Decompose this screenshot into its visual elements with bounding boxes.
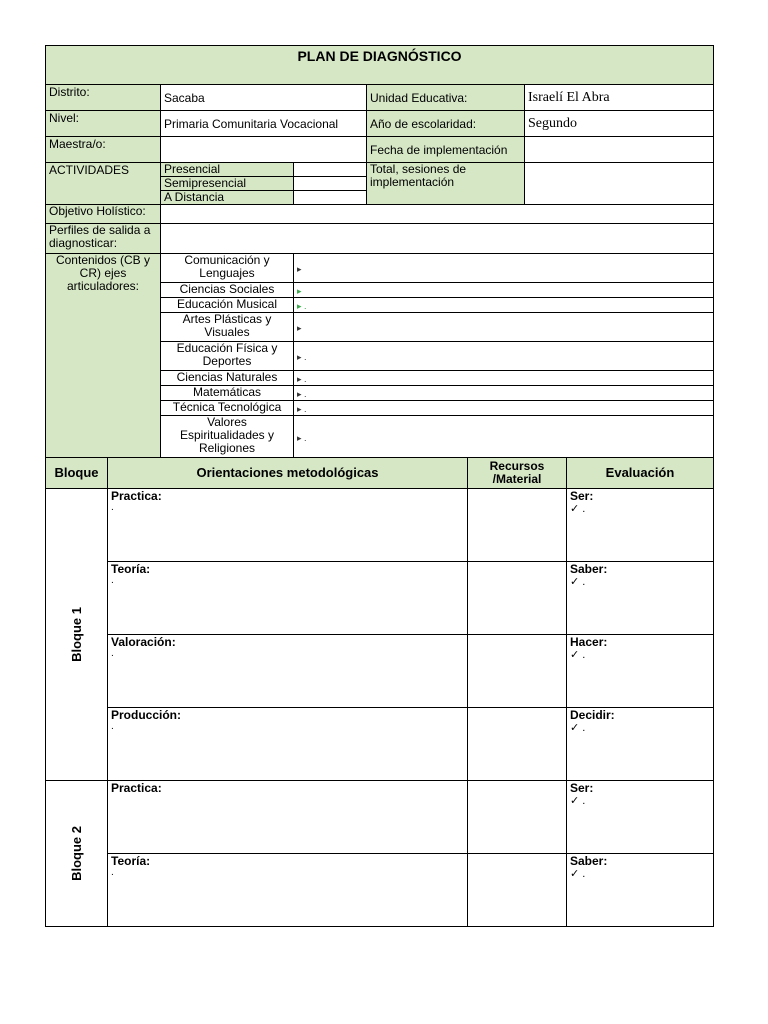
check-icon: ✓ .: [570, 502, 586, 515]
orientacion-cell: [108, 853, 468, 926]
area-mark-icon: ▸ .: [297, 432, 307, 443]
orientaciones-header: Orientaciones metodológicas: [108, 458, 468, 488]
area-name: Educación Musical: [161, 298, 294, 313]
maestra-value: [161, 137, 367, 163]
check-icon: ✓ .: [570, 867, 586, 880]
orientacion-cell: [108, 634, 468, 707]
modalidad-distancia-value: [294, 191, 367, 205]
area-mark-icon: ▸: [297, 323, 302, 333]
nivel-label: Nivel:: [46, 111, 161, 137]
orientacion-label: Practica:: [111, 780, 162, 795]
document-title: PLAN DE DIAGNÓSTICO: [46, 46, 714, 85]
contenidos-label: Contenidos (CB y CR) ejes articuladores:: [46, 254, 161, 458]
evaluacion-header: Evaluación: [567, 458, 714, 488]
orientacion-cell: [108, 488, 468, 561]
evaluacion-cell: [567, 707, 714, 780]
orientacion-label: Teoría:: [111, 561, 151, 576]
area-mark-icon: ▸: [297, 286, 302, 296]
placeholder-dot: .: [111, 501, 114, 513]
orientacion-label: Practica:: [111, 488, 162, 503]
orientacion-cell: [108, 780, 468, 853]
orientacion-cell: [108, 561, 468, 634]
objetivo-value: [161, 205, 714, 224]
modalidad-semipresencial: Semipresencial: [161, 177, 294, 191]
placeholder-dot: .: [111, 574, 114, 586]
recursos-cell: [468, 634, 567, 707]
info-table: [45, 45, 714, 458]
area-name: Ciencias Sociales: [161, 283, 294, 298]
placeholder-dot: .: [111, 647, 114, 659]
area-mark-icon: ▸ .: [297, 352, 307, 362]
evaluacion-cell: [567, 488, 714, 561]
orientacion-cell: [108, 707, 468, 780]
recursos-header: Recursos /Material: [468, 458, 567, 488]
orientacion-label: Valoración:: [111, 634, 176, 649]
recursos-cell: [468, 561, 567, 634]
area-name: Educación Física y Deportes: [161, 342, 294, 371]
maestra-label: Maestra/o:: [46, 137, 161, 163]
area-mark-icon: ▸ .: [297, 389, 307, 399]
evaluacion-label: Hacer:: [570, 634, 608, 649]
area-mark-icon: ▸ .: [297, 301, 307, 311]
unidad-label: Unidad Educativa:: [367, 85, 525, 111]
area-name: Artes Plásticas y Visuales: [161, 313, 294, 342]
evaluacion-cell: [567, 853, 714, 926]
fecha-label: Fecha de implementación: [367, 137, 525, 163]
document-page: [45, 45, 713, 927]
evaluacion-label: Saber:: [570, 561, 608, 576]
bloque-header: Bloque: [46, 458, 108, 488]
orientacion-label: Teoría:: [111, 853, 151, 868]
placeholder-dot: .: [111, 866, 114, 878]
total-sesiones-value: [525, 163, 714, 205]
placeholder-dot: .: [111, 720, 114, 732]
modalidad-presencial: Presencial: [161, 163, 294, 177]
bloque-label: Bloque 2: [69, 825, 84, 881]
fecha-value: [525, 137, 714, 163]
area-name: Ciencias Naturales: [161, 371, 294, 386]
area-name: Técnica Tecnológica: [161, 401, 294, 416]
anio-label: Año de escolaridad:: [367, 111, 525, 137]
recursos-cell: [468, 488, 567, 561]
recursos-cell: [468, 853, 567, 926]
evaluacion-cell: [567, 780, 714, 853]
area-name: Valores Espiritualidades y Religiones: [161, 416, 294, 458]
bloque-2-cell: [46, 780, 108, 926]
check-icon: ✓ .: [570, 721, 586, 734]
nivel-value: Primaria Comunitaria Vocacional: [161, 111, 367, 137]
area-mark-icon: ▸ .: [297, 404, 307, 414]
actividades-label: ACTIVIDADES: [46, 163, 161, 205]
unidad-value: Israelí El Abra: [525, 85, 714, 111]
evaluacion-label: Ser:: [570, 488, 594, 503]
check-icon: ✓ .: [570, 575, 586, 588]
recursos-cell: [468, 780, 567, 853]
modalidad-presencial-value: [294, 163, 367, 177]
recursos-cell: [468, 707, 567, 780]
anio-value: Segundo: [525, 111, 714, 137]
plan-table: [45, 458, 714, 927]
total-sesiones-label: Total, sesiones de implementación: [367, 163, 525, 205]
area-mark-icon: ▸ .: [297, 374, 307, 384]
evaluacion-cell: [567, 634, 714, 707]
distrito-label: Distrito:: [46, 85, 161, 111]
perfiles-value: [161, 224, 714, 254]
distrito-value: Sacaba: [161, 85, 367, 111]
bloque-label: Bloque 1: [69, 606, 84, 662]
evaluacion-label: Ser:: [570, 780, 594, 795]
perfiles-label: Perfiles de salida a diagnosticar:: [46, 224, 161, 254]
evaluacion-cell: [567, 561, 714, 634]
evaluacion-label: Decidir:: [570, 707, 615, 722]
modalidad-semipresencial-value: [294, 177, 367, 191]
objetivo-label: Objetivo Holístico:: [46, 205, 161, 224]
orientacion-label: Producción:: [111, 707, 182, 722]
evaluacion-label: Saber:: [570, 853, 608, 868]
check-icon: ✓ .: [570, 794, 586, 807]
bloque-1-cell: [46, 488, 108, 780]
area-mark-icon: ▸: [297, 264, 302, 274]
area-name: Comunicación y Lenguajes: [161, 254, 294, 283]
check-icon: ✓ .: [570, 648, 586, 661]
area-name: Matemáticas: [161, 386, 294, 401]
modalidad-distancia: A Distancia: [161, 191, 294, 205]
